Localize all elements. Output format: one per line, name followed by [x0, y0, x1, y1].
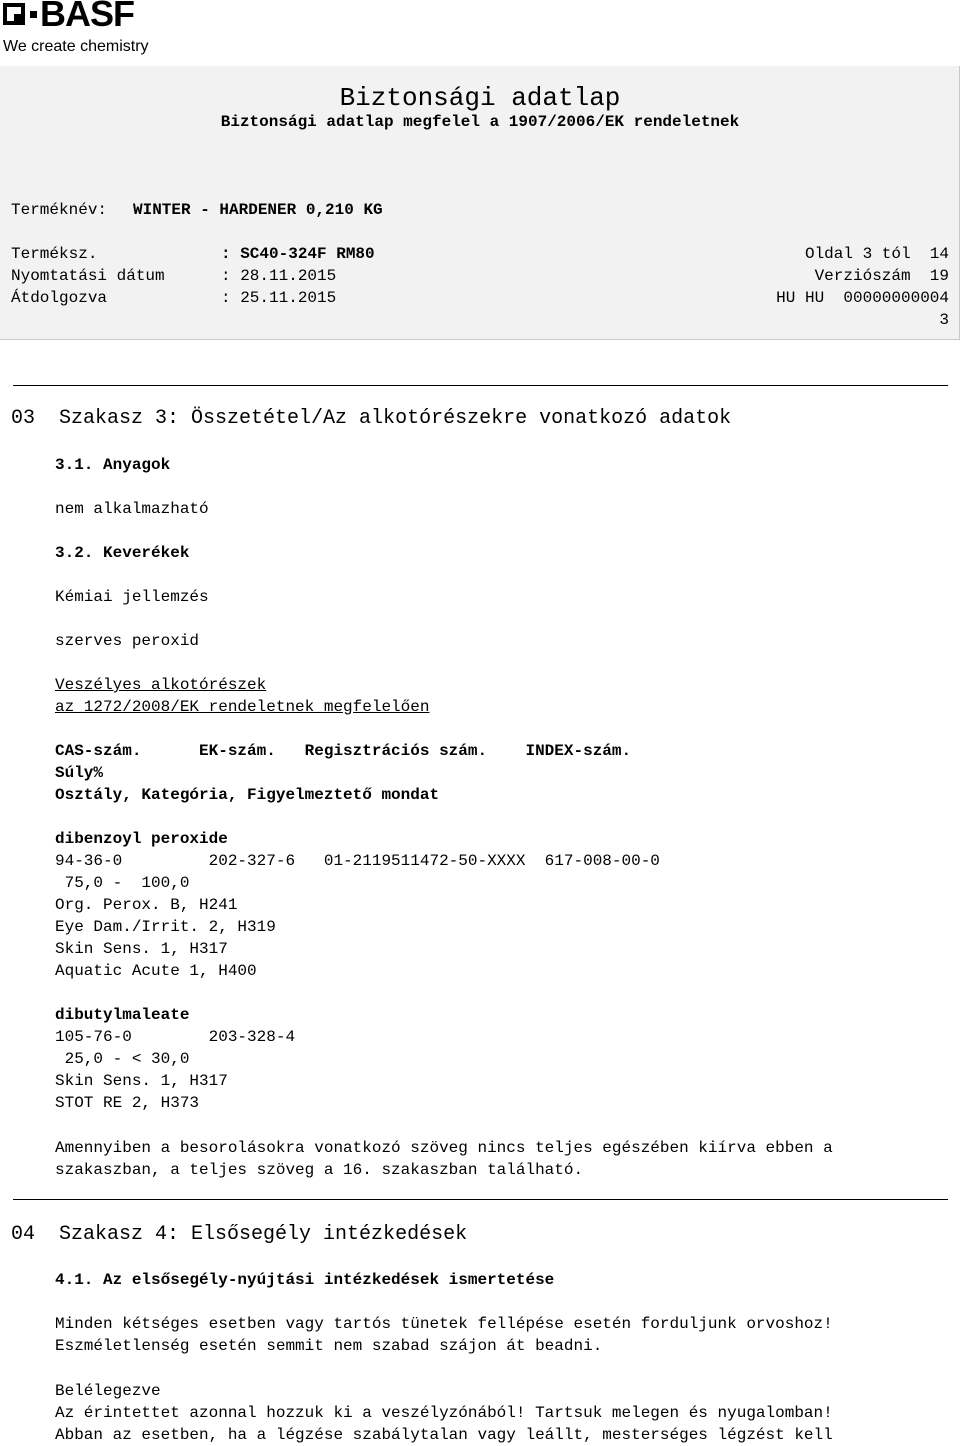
classification-note-line-2: szakaszban, a teljes szöveg a 16. szakaszban található.: [55, 1161, 584, 1179]
table-header-ids: CAS-szám. EK-szám. Regisztrációs szám. INDEX-szám.: [55, 742, 632, 760]
product-name: WINTER - HARDENER 0,210 KG: [133, 201, 383, 219]
component-class: Skin Sens. 1, H317: [55, 940, 228, 958]
table-header-classification: Osztály, Kategória, Figyelmeztető mondat: [55, 786, 440, 804]
basf-dot-icon: [30, 11, 37, 18]
chem-char-label: Kémiai jellemzés: [55, 588, 209, 606]
classification-note-line-1: Amennyiben a besorolásokra vonatkozó szöveg nincs teljes egészében kiírva ebben a: [55, 1139, 833, 1157]
page-title: Biztonsági adatlap: [339, 83, 621, 113]
brand-tagline: We create chemistry: [3, 38, 149, 55]
table-header-weight: Súly%: [55, 764, 104, 782]
section-4-heading: 04 Szakasz 4: Elsősegély intézkedések: [11, 1223, 468, 1246]
component-weight: 25,0 - < 30,0: [55, 1050, 190, 1068]
component-ids: 94-36-0 202-327-6 01-2119511472-50-XXXX 617-008-00-0: [55, 852, 660, 870]
page-number: Oldal 3 tól 14: [804, 245, 949, 263]
field-value-print-date: : 28.11.2015: [221, 267, 337, 285]
hazardous-title-line-1: Veszélyes alkotórészek: [55, 676, 267, 694]
component-weight: 75,0 - 100,0: [55, 874, 190, 892]
inhalation-line-2: Abban az esetben, ha a légzése szabálytalan vagy leállt, mesterséges légzést kell: [55, 1426, 833, 1444]
subsection-3-1-text: nem alkalmazható: [55, 500, 209, 518]
inhalation-label: Belélegezve: [55, 1382, 161, 1400]
field-value-product-no: : SC40-324F RM80: [221, 245, 375, 263]
component-class: Skin Sens. 1, H317: [55, 1072, 228, 1090]
component-name: dibutylmaleate: [55, 1006, 190, 1024]
document-code: HU HU 00000000004: [776, 289, 949, 307]
general-advice-line-2: Eszméletlenség esetén semmit nem szabad szájon át beadni.: [55, 1337, 603, 1355]
component-class: STOT RE 2, H373: [55, 1094, 200, 1112]
version-number: Verziószám 19: [814, 267, 949, 285]
component-ids: 105-76-0 203-328-4: [55, 1028, 296, 1046]
section-divider: [13, 385, 948, 386]
section-divider: [13, 1199, 948, 1200]
field-value-revised: : 25.11.2015: [221, 289, 337, 307]
subsection-3-1-title: 3.1. Anyagok: [55, 456, 171, 474]
brand-name: BASF: [40, 0, 134, 34]
page-subtitle: Biztonsági adatlap megfelel a 1907/2006/EK rendeletnek: [220, 113, 740, 131]
general-advice-line-1: Minden kétséges esetben vagy tartós tünetek fellépése esetén forduljunk orvoshoz!: [55, 1315, 833, 1333]
field-label-print-date: Nyomtatási dátum: [11, 267, 165, 285]
chem-char-value: szerves peroxid: [55, 632, 200, 650]
hazardous-title-line-2: az 1272/2008/EK rendeletnek megfelelően: [55, 698, 430, 716]
subsection-3-2-title: 3.2. Keverékek: [55, 544, 190, 562]
document-code-cont: 3: [939, 311, 949, 329]
component-class: Org. Perox. B, H241: [55, 896, 238, 914]
component-class: Eye Dam./Irrit. 2, H319: [55, 918, 276, 936]
component-name: dibenzoyl peroxide: [55, 830, 228, 848]
subsection-4-1-title: 4.1. Az elsősegély-nyújtási intézkedések ismertetése: [55, 1271, 555, 1289]
field-label-product-no: Terméksz.: [11, 245, 98, 263]
field-label-revised: Átdolgozva: [11, 289, 108, 307]
section-3-heading: 03 Szakasz 3: Összetétel/Az alkotórészekre vonatkozó adatok: [11, 407, 732, 430]
inhalation-line-1: Az érintettet azonnal hozzuk ki a veszélyzónából! Tartsuk melegen és nyugalomban!: [55, 1404, 833, 1422]
product-name-label: Terméknév:: [11, 201, 108, 219]
basf-square-icon: [3, 3, 25, 25]
component-class: Aquatic Acute 1, H400: [55, 962, 257, 980]
